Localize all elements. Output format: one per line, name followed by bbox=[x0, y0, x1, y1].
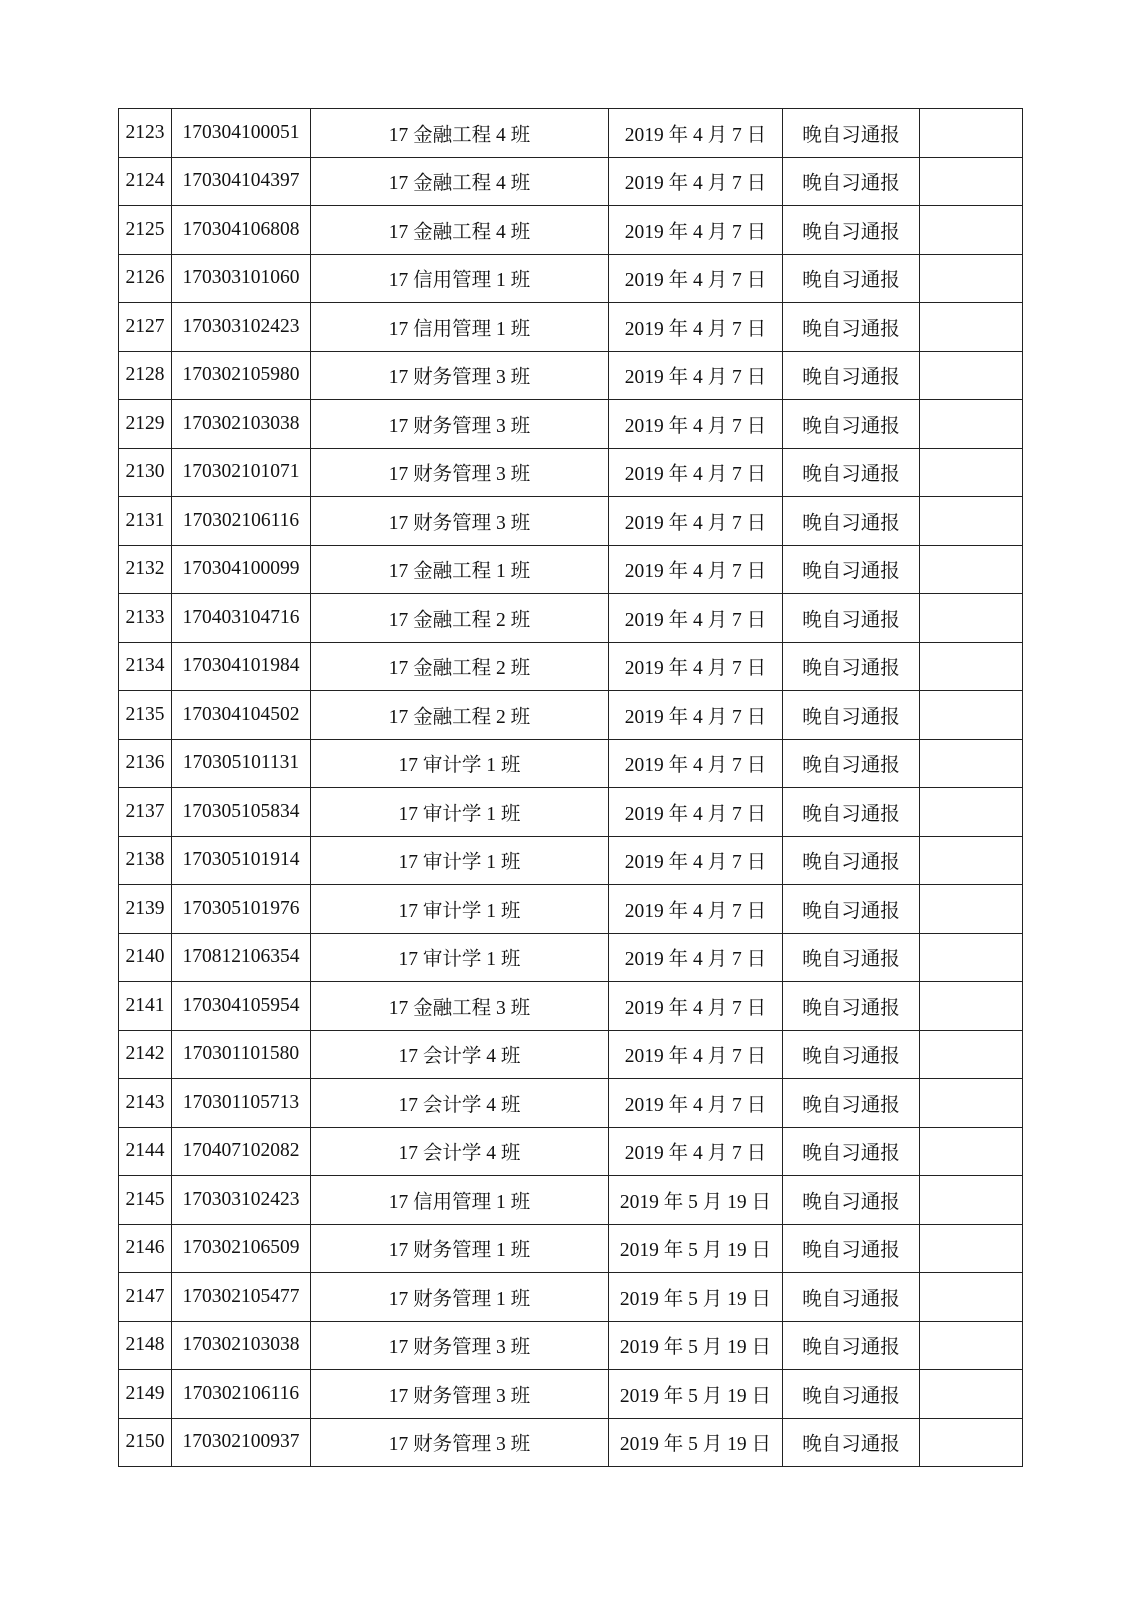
row-number-cell: 2148 bbox=[119, 1321, 172, 1370]
row-number-cell: 2127 bbox=[119, 303, 172, 352]
date-cell: 2019 年 4 月 7 日 bbox=[609, 982, 783, 1031]
note-cell bbox=[920, 157, 1023, 206]
notice-type-cell: 晚自习通报 bbox=[783, 642, 920, 691]
note-cell bbox=[920, 885, 1023, 934]
records-table bbox=[118, 108, 1023, 1467]
row-number-cell: 2143 bbox=[119, 1079, 172, 1128]
row-number-cell: 2133 bbox=[119, 594, 172, 643]
notice-type-cell: 晚自习通报 bbox=[783, 1370, 920, 1419]
row-number-cell: 2138 bbox=[119, 836, 172, 885]
note-cell bbox=[920, 1079, 1023, 1128]
date-cell: 2019 年 4 月 7 日 bbox=[609, 1030, 783, 1079]
date-cell: 2019 年 4 月 7 日 bbox=[609, 594, 783, 643]
note-cell bbox=[920, 303, 1023, 352]
notice-type-cell: 晚自习通报 bbox=[783, 254, 920, 303]
date-cell: 2019 年 4 月 7 日 bbox=[609, 303, 783, 352]
note-cell bbox=[920, 109, 1023, 158]
student-id-cell: 170403104716 bbox=[172, 594, 311, 643]
class-cell: 17 信用管理 1 班 bbox=[311, 303, 609, 352]
student-id-cell: 170305105834 bbox=[172, 788, 311, 837]
student-id-cell: 170301101580 bbox=[172, 1030, 311, 1079]
student-id-cell: 170303101060 bbox=[172, 254, 311, 303]
row-number-cell: 2126 bbox=[119, 254, 172, 303]
class-cell: 17 审计学 1 班 bbox=[311, 885, 609, 934]
table-row bbox=[119, 1321, 1023, 1370]
student-id-cell: 170304100099 bbox=[172, 545, 311, 594]
class-cell: 17 金融工程 2 班 bbox=[311, 691, 609, 740]
note-cell bbox=[920, 1127, 1023, 1176]
table-row bbox=[119, 594, 1023, 643]
student-id-cell: 170303102423 bbox=[172, 303, 311, 352]
table-row bbox=[119, 1273, 1023, 1322]
table-row bbox=[119, 836, 1023, 885]
notice-type-cell: 晚自习通报 bbox=[783, 1079, 920, 1128]
table-row bbox=[119, 351, 1023, 400]
notice-type-cell: 晚自习通报 bbox=[783, 982, 920, 1031]
table-row bbox=[119, 642, 1023, 691]
table-row bbox=[119, 788, 1023, 837]
class-cell: 17 财务管理 1 班 bbox=[311, 1224, 609, 1273]
class-cell: 17 信用管理 1 班 bbox=[311, 1176, 609, 1225]
student-id-cell: 170302100937 bbox=[172, 1418, 311, 1467]
class-cell: 17 审计学 1 班 bbox=[311, 933, 609, 982]
notice-type-cell: 晚自习通报 bbox=[783, 1273, 920, 1322]
table-row bbox=[119, 254, 1023, 303]
table-row bbox=[119, 1127, 1023, 1176]
date-cell: 2019 年 4 月 7 日 bbox=[609, 933, 783, 982]
table-row bbox=[119, 1079, 1023, 1128]
note-cell bbox=[920, 448, 1023, 497]
date-cell: 2019 年 4 月 7 日 bbox=[609, 642, 783, 691]
student-id-cell: 170304104397 bbox=[172, 157, 311, 206]
class-cell: 17 财务管理 3 班 bbox=[311, 448, 609, 497]
student-id-cell: 170302101071 bbox=[172, 448, 311, 497]
student-id-cell: 170302103038 bbox=[172, 1321, 311, 1370]
student-id-cell: 170304106808 bbox=[172, 206, 311, 255]
row-number-cell: 2135 bbox=[119, 691, 172, 740]
notice-type-cell: 晚自习通报 bbox=[783, 1224, 920, 1273]
date-cell: 2019 年 4 月 7 日 bbox=[609, 836, 783, 885]
date-cell: 2019 年 4 月 7 日 bbox=[609, 885, 783, 934]
class-cell: 17 金融工程 2 班 bbox=[311, 594, 609, 643]
student-id-cell: 170302103038 bbox=[172, 400, 311, 449]
row-number-cell: 2128 bbox=[119, 351, 172, 400]
student-id-cell: 170305101976 bbox=[172, 885, 311, 934]
date-cell: 2019 年 4 月 7 日 bbox=[609, 109, 783, 158]
student-id-cell: 170302106116 bbox=[172, 1370, 311, 1419]
note-cell bbox=[920, 642, 1023, 691]
student-id-cell: 170302106116 bbox=[172, 497, 311, 546]
class-cell: 17 金融工程 4 班 bbox=[311, 206, 609, 255]
table-row bbox=[119, 545, 1023, 594]
note-cell bbox=[920, 1418, 1023, 1467]
notice-type-cell: 晚自习通报 bbox=[783, 691, 920, 740]
student-id-cell: 170303102423 bbox=[172, 1176, 311, 1225]
notice-type-cell: 晚自习通报 bbox=[783, 400, 920, 449]
notice-type-cell: 晚自习通报 bbox=[783, 303, 920, 352]
class-cell: 17 审计学 1 班 bbox=[311, 836, 609, 885]
class-cell: 17 财务管理 1 班 bbox=[311, 1273, 609, 1322]
table-row bbox=[119, 400, 1023, 449]
row-number-cell: 2129 bbox=[119, 400, 172, 449]
document-page bbox=[118, 108, 1022, 1467]
date-cell: 2019 年 5 月 19 日 bbox=[609, 1176, 783, 1225]
student-id-cell: 170812106354 bbox=[172, 933, 311, 982]
table-row bbox=[119, 448, 1023, 497]
row-number-cell: 2146 bbox=[119, 1224, 172, 1273]
note-cell bbox=[920, 206, 1023, 255]
notice-type-cell: 晚自习通报 bbox=[783, 836, 920, 885]
row-number-cell: 2124 bbox=[119, 157, 172, 206]
notice-type-cell: 晚自习通报 bbox=[783, 885, 920, 934]
note-cell bbox=[920, 739, 1023, 788]
date-cell: 2019 年 5 月 19 日 bbox=[609, 1418, 783, 1467]
date-cell: 2019 年 5 月 19 日 bbox=[609, 1321, 783, 1370]
note-cell bbox=[920, 594, 1023, 643]
date-cell: 2019 年 4 月 7 日 bbox=[609, 400, 783, 449]
class-cell: 17 信用管理 1 班 bbox=[311, 254, 609, 303]
student-id-cell: 170304100051 bbox=[172, 109, 311, 158]
class-cell: 17 财务管理 3 班 bbox=[311, 1418, 609, 1467]
class-cell: 17 财务管理 3 班 bbox=[311, 400, 609, 449]
class-cell: 17 审计学 1 班 bbox=[311, 788, 609, 837]
date-cell: 2019 年 4 月 7 日 bbox=[609, 448, 783, 497]
table-row bbox=[119, 739, 1023, 788]
date-cell: 2019 年 4 月 7 日 bbox=[609, 739, 783, 788]
class-cell: 17 会计学 4 班 bbox=[311, 1079, 609, 1128]
date-cell: 2019 年 4 月 7 日 bbox=[609, 1127, 783, 1176]
notice-type-cell: 晚自习通报 bbox=[783, 157, 920, 206]
row-number-cell: 2131 bbox=[119, 497, 172, 546]
table-row bbox=[119, 497, 1023, 546]
row-number-cell: 2132 bbox=[119, 545, 172, 594]
note-cell bbox=[920, 982, 1023, 1031]
student-id-cell: 170304105954 bbox=[172, 982, 311, 1031]
class-cell: 17 金融工程 3 班 bbox=[311, 982, 609, 1031]
note-cell bbox=[920, 691, 1023, 740]
class-cell: 17 财务管理 3 班 bbox=[311, 1321, 609, 1370]
class-cell: 17 金融工程 4 班 bbox=[311, 157, 609, 206]
date-cell: 2019 年 4 月 7 日 bbox=[609, 691, 783, 740]
class-cell: 17 审计学 1 班 bbox=[311, 739, 609, 788]
row-number-cell: 2125 bbox=[119, 206, 172, 255]
note-cell bbox=[920, 836, 1023, 885]
notice-type-cell: 晚自习通报 bbox=[783, 1030, 920, 1079]
notice-type-cell: 晚自习通报 bbox=[783, 1321, 920, 1370]
note-cell bbox=[920, 933, 1023, 982]
row-number-cell: 2136 bbox=[119, 739, 172, 788]
notice-type-cell: 晚自习通报 bbox=[783, 448, 920, 497]
class-cell: 17 会计学 4 班 bbox=[311, 1127, 609, 1176]
student-id-cell: 170302105477 bbox=[172, 1273, 311, 1322]
date-cell: 2019 年 4 月 7 日 bbox=[609, 206, 783, 255]
row-number-cell: 2137 bbox=[119, 788, 172, 837]
note-cell bbox=[920, 1030, 1023, 1079]
notice-type-cell: 晚自习通报 bbox=[783, 497, 920, 546]
row-number-cell: 2134 bbox=[119, 642, 172, 691]
class-cell: 17 财务管理 3 班 bbox=[311, 351, 609, 400]
student-id-cell: 170407102082 bbox=[172, 1127, 311, 1176]
row-number-cell: 2145 bbox=[119, 1176, 172, 1225]
row-number-cell: 2139 bbox=[119, 885, 172, 934]
notice-type-cell: 晚自习通报 bbox=[783, 788, 920, 837]
notice-type-cell: 晚自习通报 bbox=[783, 109, 920, 158]
table-row bbox=[119, 933, 1023, 982]
note-cell bbox=[920, 497, 1023, 546]
date-cell: 2019 年 4 月 7 日 bbox=[609, 254, 783, 303]
notice-type-cell: 晚自习通报 bbox=[783, 545, 920, 594]
date-cell: 2019 年 4 月 7 日 bbox=[609, 1079, 783, 1128]
note-cell bbox=[920, 1370, 1023, 1419]
table-row bbox=[119, 982, 1023, 1031]
date-cell: 2019 年 4 月 7 日 bbox=[609, 545, 783, 594]
table-row bbox=[119, 1176, 1023, 1225]
note-cell bbox=[920, 1273, 1023, 1322]
table-row bbox=[119, 303, 1023, 352]
class-cell: 17 金融工程 4 班 bbox=[311, 109, 609, 158]
note-cell bbox=[920, 545, 1023, 594]
row-number-cell: 2141 bbox=[119, 982, 172, 1031]
note-cell bbox=[920, 400, 1023, 449]
notice-type-cell: 晚自习通报 bbox=[783, 933, 920, 982]
class-cell: 17 金融工程 2 班 bbox=[311, 642, 609, 691]
row-number-cell: 2144 bbox=[119, 1127, 172, 1176]
records-table-body bbox=[119, 109, 1023, 1467]
row-number-cell: 2149 bbox=[119, 1370, 172, 1419]
notice-type-cell: 晚自习通报 bbox=[783, 1418, 920, 1467]
date-cell: 2019 年 5 月 19 日 bbox=[609, 1273, 783, 1322]
note-cell bbox=[920, 1321, 1023, 1370]
class-cell: 17 财务管理 3 班 bbox=[311, 497, 609, 546]
student-id-cell: 170301105713 bbox=[172, 1079, 311, 1128]
notice-type-cell: 晚自习通报 bbox=[783, 351, 920, 400]
row-number-cell: 2123 bbox=[119, 109, 172, 158]
student-id-cell: 170304104502 bbox=[172, 691, 311, 740]
date-cell: 2019 年 5 月 19 日 bbox=[609, 1224, 783, 1273]
note-cell bbox=[920, 1176, 1023, 1225]
notice-type-cell: 晚自习通报 bbox=[783, 594, 920, 643]
row-number-cell: 2142 bbox=[119, 1030, 172, 1079]
table-row bbox=[119, 1370, 1023, 1419]
student-id-cell: 170304101984 bbox=[172, 642, 311, 691]
row-number-cell: 2140 bbox=[119, 933, 172, 982]
note-cell bbox=[920, 351, 1023, 400]
table-row bbox=[119, 885, 1023, 934]
table-row bbox=[119, 1030, 1023, 1079]
class-cell: 17 财务管理 3 班 bbox=[311, 1370, 609, 1419]
student-id-cell: 170305101131 bbox=[172, 739, 311, 788]
date-cell: 2019 年 4 月 7 日 bbox=[609, 788, 783, 837]
table-row bbox=[119, 109, 1023, 158]
notice-type-cell: 晚自习通报 bbox=[783, 739, 920, 788]
date-cell: 2019 年 5 月 19 日 bbox=[609, 1370, 783, 1419]
student-id-cell: 170302105980 bbox=[172, 351, 311, 400]
row-number-cell: 2130 bbox=[119, 448, 172, 497]
table-row bbox=[119, 1224, 1023, 1273]
notice-type-cell: 晚自习通报 bbox=[783, 1176, 920, 1225]
notice-type-cell: 晚自习通报 bbox=[783, 1127, 920, 1176]
notice-type-cell: 晚自习通报 bbox=[783, 206, 920, 255]
row-number-cell: 2147 bbox=[119, 1273, 172, 1322]
class-cell: 17 金融工程 1 班 bbox=[311, 545, 609, 594]
date-cell: 2019 年 4 月 7 日 bbox=[609, 497, 783, 546]
class-cell: 17 会计学 4 班 bbox=[311, 1030, 609, 1079]
note-cell bbox=[920, 1224, 1023, 1273]
student-id-cell: 170302106509 bbox=[172, 1224, 311, 1273]
note-cell bbox=[920, 254, 1023, 303]
row-number-cell: 2150 bbox=[119, 1418, 172, 1467]
note-cell bbox=[920, 788, 1023, 837]
table-row bbox=[119, 206, 1023, 255]
table-row bbox=[119, 691, 1023, 740]
student-id-cell: 170305101914 bbox=[172, 836, 311, 885]
table-row bbox=[119, 1418, 1023, 1467]
table-row bbox=[119, 157, 1023, 206]
date-cell: 2019 年 4 月 7 日 bbox=[609, 351, 783, 400]
date-cell: 2019 年 4 月 7 日 bbox=[609, 157, 783, 206]
